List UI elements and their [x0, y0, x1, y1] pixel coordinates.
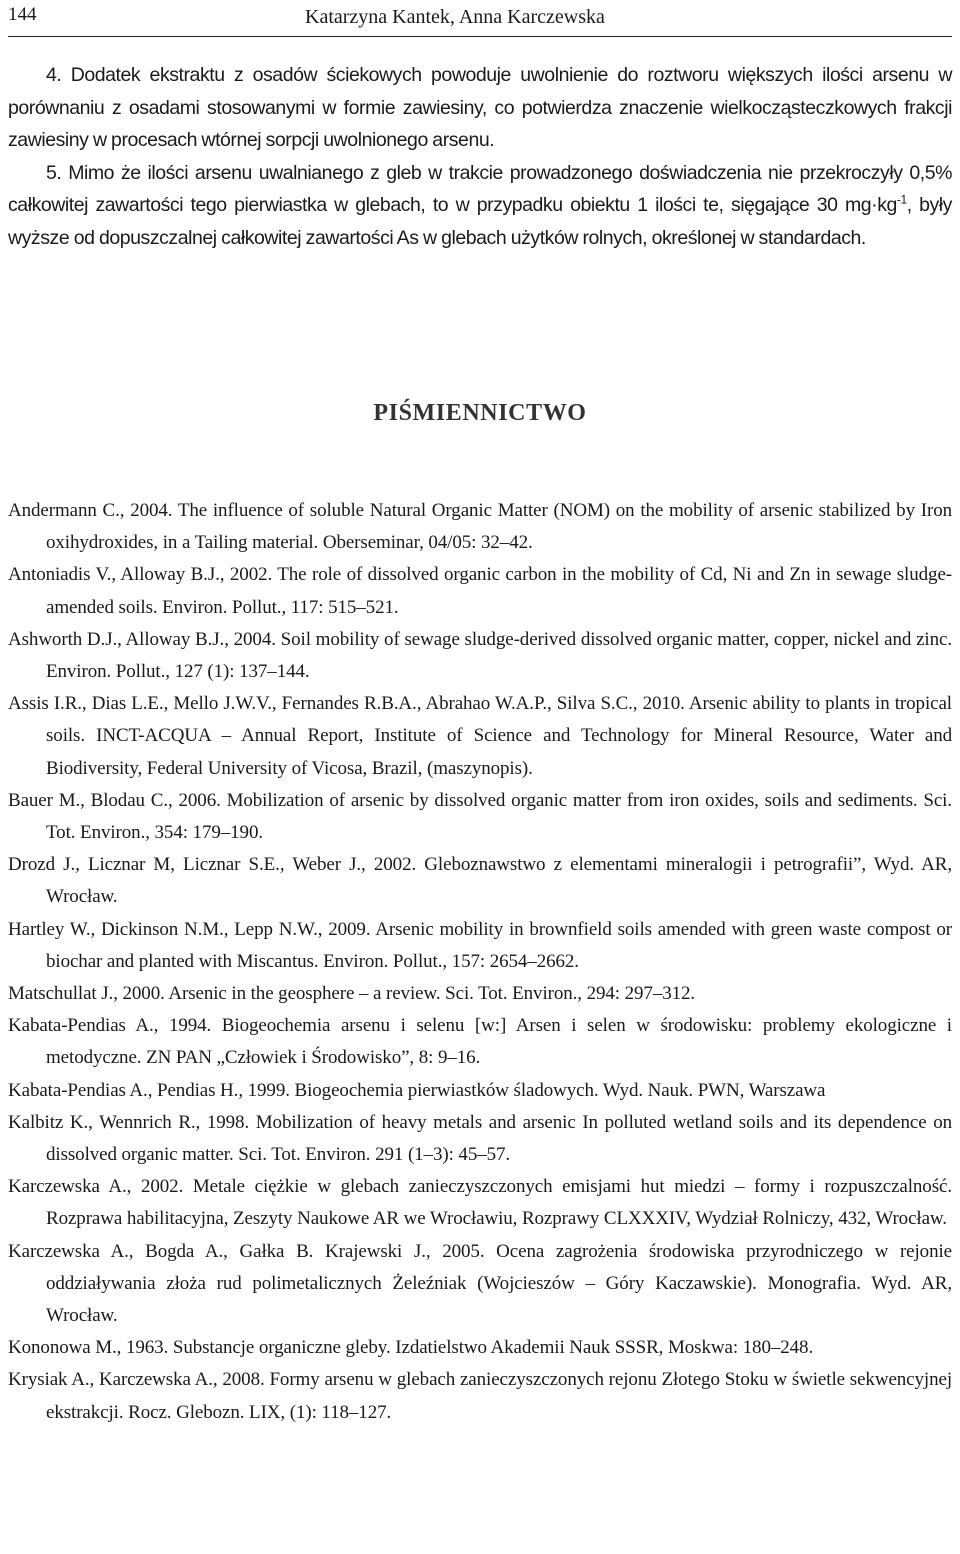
reference-entry: Bauer M., Blodau C., 2006. Mobilization of arsenic by dissolved organic matter from iron oxides, soils and sediments. Sci. Tot. Environ., 354: 179–190.: [8, 789, 952, 844]
bibliography-heading: PIŚMIENNICTWO: [373, 400, 587, 426]
unit-exponent: -1: [896, 192, 907, 207]
reference-entry: Kononowa M., 1963. Substancje organiczne gleby. Izdatielstwo Akademii Nauk SSSR, Moskwa: 180–248.: [8, 1337, 814, 1359]
reference-entry: Ashworth D.J., Alloway B.J., 2004. Soil mobility of sewage sludge-derived dissolved organic matter, copper, nickel and zinc. Environ. Pollut., 127 (1): 137–144.: [8, 628, 952, 683]
reference-entry: Andermann C., 2004. The influence of soluble Natural Organic Matter (NOM) on the mobility of arsenic stabilized by Iron oxihydroxides, in a Tailing material. Oberseminar, 04/05: 32–42.: [8, 500, 952, 554]
conclusion-paragraph-5: [8, 157, 952, 255]
reference-entry: Karczewska A., Bogda A., Gałka B. Krajewski J., 2005. Ocena zagrożenia środowiska przyrodniczego w rejonie oddziaływania złoża rud polimetalicznych Żeleźniak (Wojcieszów – Góry Kaczawskie). Monografia. Wyd. AR, Wrocław.: [8, 1240, 952, 1327]
reference-entry: Krysiak A., Karczewska A., 2008. Formy arsenu w glebach zanieczyszczonych rejonu Złotego Stoku w świetle sekwencyjnej ekstrakcji. Rocz. Glebozn. LIX, (1): 118–127.: [8, 1369, 952, 1423]
reference-list: [8, 495, 952, 1429]
reference-entry: Kalbitz K., Wennrich R., 1998. Mobilization of heavy metals and arsenic In polluted wetland soils and its dependence on dissolved organic matter. Sci. Tot. Environ. 291 (1–3): 45–57.: [8, 1111, 952, 1166]
reference-entry: Assis I.R., Dias L.E., Mello J.W.V., Fernandes R.B.A., Abrahao W.A.P., Silva S.C., 2010. Arsenic ability to plants in tropical soils. INCT-ACQUA – Annual Report, Institute of Science and Technology for Mineral Resource, Water and Biodiversity, Federal University of Vicosa, Brazil, (maszynopis).: [8, 693, 952, 779]
reference-entry: Hartley W., Dickinson N.M., Lepp N.W., 2009. Arsenic mobility in brownfield soils amended with green waste compost or biochar and planted with Miscantus. Environ. Pollut., 157: 2654–2662.: [8, 918, 952, 972]
reference-entry: Karczewska A., 2002. Metale ciężkie w glebach zanieczyszczonych emisjami hut miedzi – formy i rozpuszczalność. Rozprawa habilitacyjna, Zeszyty Naukowe AR we Wrocławiu, Rozprawy CLXXXIV, Wydział Rolniczy, 432, Wrocław.: [8, 1176, 952, 1230]
running-head-authors: Katarzyna Kantek, Anna Karczewska: [305, 6, 605, 28]
conclusion-paragraph-4: 4. Dodatek ekstraktu z osadów ściekowych powoduje uwolnienie do roztworu większych ilości arsenu w porównaniu z osadami stosowanymi w formie zawiesiny, co potwierdza znaczenie wielkocząsteczkowych frakcji zawiesiny w procesach wtórnej sorpcji uwolnionego arsenu.: [8, 64, 952, 151]
reference-entry: Antoniadis V., Alloway B.J., 2002. The role of dissolved organic carbon in the mobility of Cd, Ni and Zn in sewage sludge-amended soils. Environ. Pollut., 117: 515–521.: [8, 564, 952, 618]
conclusion-5-text-start: 5. Mimo że ilości arsenu uwalnianego z gleb w trakcie prowadzonego doświadczenia nie przekroczyły 0,5% całkowitej zawartości tego pierwiastka w glebach, to w przypadku obiektu 1 ilości te, sięgające 30 mg·kg: [8, 161, 952, 216]
reference-entry: Kabata-Pendias A., Pendias H., 1999. Biogeochemia pierwiastków śladowych. Wyd. Nauk. PWN, Warszawa: [8, 1079, 826, 1101]
page-header: [8, 2, 952, 37]
page-number: 144: [8, 4, 37, 25]
conclusions-section: [8, 59, 952, 254]
reference-entry: Drozd J., Licznar M, Licznar S.E., Weber J., 2002. Gleboznawstwo z elementami mineralogii i petrografii”, Wyd. AR, Wrocław.: [8, 854, 952, 908]
conclusion-5-text-end: , były wyższe od dopuszczalnej całkowitej zawartości As w glebach użytków rolnych, określonej w standardach.: [8, 194, 952, 249]
reference-entry: Kabata-Pendias A., 1994. Biogeochemia arsenu i selenu [w:] Arsen i selen w środowisku: problemy ekologiczne i metodyczne. ZN PAN „Człowiek i Środowisko”, 8: 9–16.: [8, 1015, 952, 1069]
reference-entry: Matschullat J., 2000. Arsenic in the geosphere – a review. Sci. Tot. Environ., 294: 297–312.: [8, 983, 696, 1005]
